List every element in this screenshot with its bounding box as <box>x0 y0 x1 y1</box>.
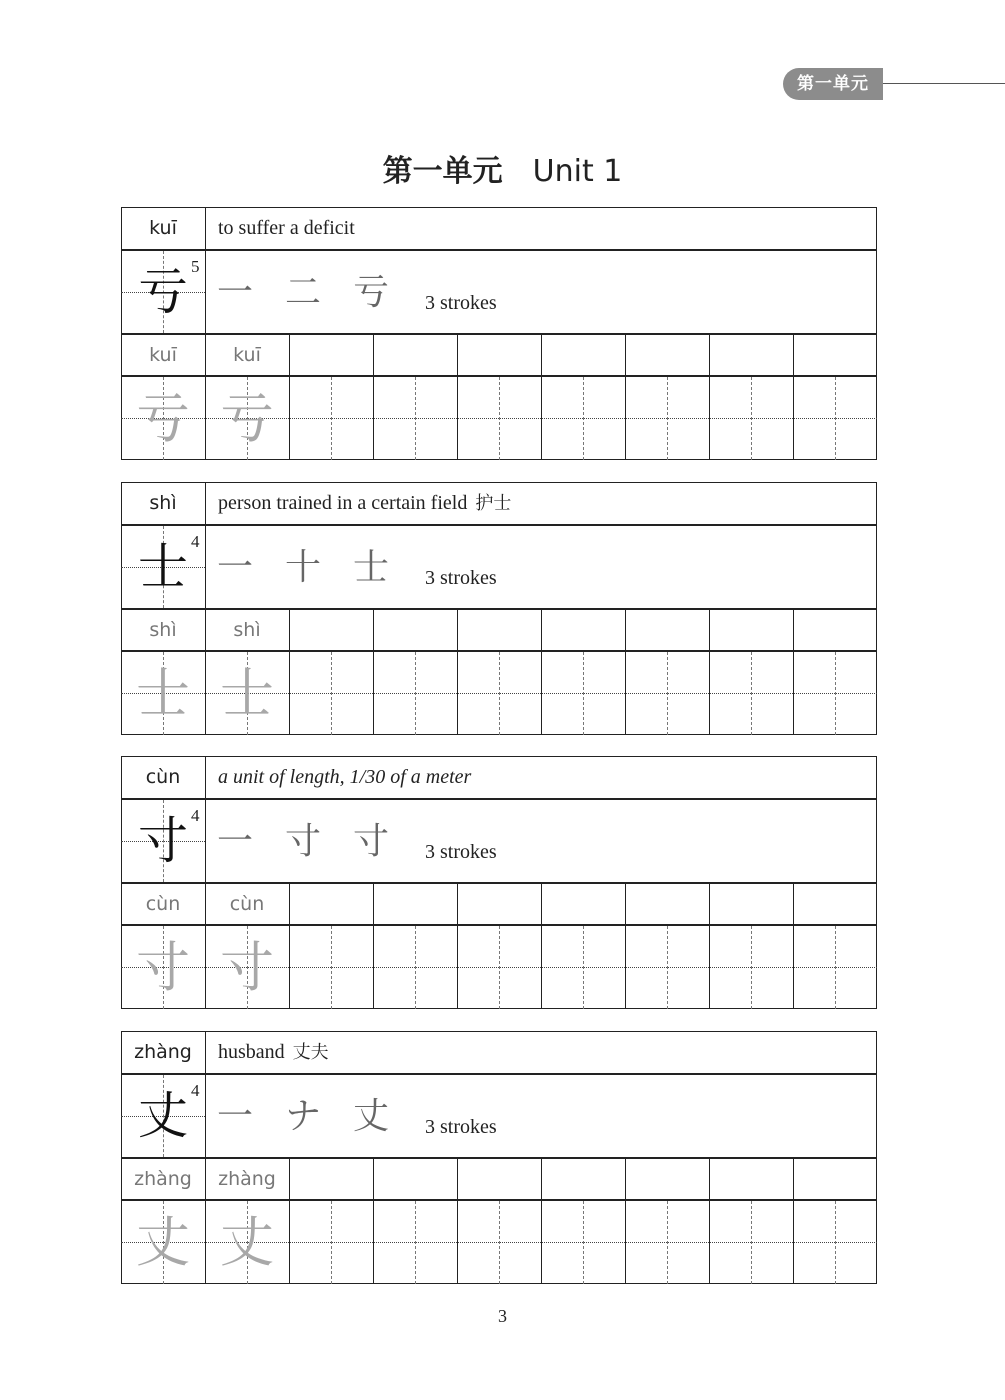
writing-cell[interactable] <box>710 1201 792 1283</box>
character-block <box>121 482 877 735</box>
page-title-zh: 第一单元 <box>382 154 503 189</box>
writing-cell[interactable] <box>542 1201 624 1283</box>
meaning-text <box>218 756 471 798</box>
stroke-step: 士 <box>353 546 390 588</box>
trace-character: 亏 <box>136 387 190 450</box>
pinyin-label: cùn <box>145 766 181 788</box>
radical-stroke-count: 4 <box>191 1081 200 1100</box>
trace-character: 士 <box>220 662 274 725</box>
practice-pinyin: kuī <box>149 344 177 366</box>
writing-cell[interactable] <box>626 377 708 459</box>
column-divider <box>205 482 206 608</box>
radical-stroke-count: 4 <box>191 532 200 551</box>
pinyin-label: shì <box>149 492 177 514</box>
stroke-step: 一 <box>217 1095 254 1137</box>
writing-cell[interactable] <box>458 377 540 459</box>
stroke-order-sequence <box>217 800 497 882</box>
stroke-order-sequence <box>217 1075 497 1157</box>
writing-cell[interactable] <box>290 1201 372 1283</box>
meaning-en: a unit of length, 1/30 of a meter <box>218 766 472 788</box>
trace-character: 丈 <box>136 1211 190 1274</box>
model-character: 士 <box>138 538 188 596</box>
model-character: 寸 <box>138 812 188 870</box>
practice-pinyin: kuī <box>233 344 261 366</box>
meaning-example-zh: 护士 <box>475 493 512 514</box>
stroke-step: 寸 <box>353 820 390 862</box>
character-block <box>121 207 877 460</box>
strokes-label: 3 strokes <box>425 840 497 863</box>
stroke-step: 一 <box>217 820 254 862</box>
writing-cell[interactable] <box>794 652 876 734</box>
writing-cell[interactable] <box>794 926 876 1008</box>
stroke-step: 一 <box>217 546 254 588</box>
page-number: 3 <box>498 1306 507 1326</box>
page-title-en: Unit 1 <box>532 154 623 189</box>
model-character: 丈 <box>138 1087 188 1145</box>
unit-tab-rule <box>883 83 1005 84</box>
writing-cell[interactable] <box>794 377 876 459</box>
meaning-en: husband <box>218 1041 285 1063</box>
writing-cell[interactable] <box>710 377 792 459</box>
character-block <box>121 756 877 1009</box>
trace-character: 丈 <box>220 1211 274 1274</box>
writing-cell[interactable] <box>794 1201 876 1283</box>
radical-stroke-count: 5 <box>191 257 200 276</box>
writing-cell[interactable] <box>626 926 708 1008</box>
writing-cell[interactable] <box>290 377 372 459</box>
writing-cell[interactable] <box>458 926 540 1008</box>
trace-character: 亏 <box>220 387 274 450</box>
model-character: 亏 <box>138 263 188 321</box>
meaning-text <box>218 1031 329 1073</box>
writing-cell[interactable] <box>626 652 708 734</box>
radical-stroke-count: 4 <box>191 806 200 825</box>
writing-cell[interactable] <box>710 926 792 1008</box>
stroke-step: 丈 <box>353 1095 390 1137</box>
strokes-label: 3 strokes <box>425 291 497 314</box>
writing-cell[interactable] <box>374 377 456 459</box>
writing-cell[interactable] <box>374 652 456 734</box>
column-divider <box>205 1031 206 1157</box>
meaning-text <box>218 207 355 249</box>
trace-character: 寸 <box>136 936 190 999</box>
trace-character: 寸 <box>220 936 274 999</box>
meaning-en: to suffer a deficit <box>218 217 355 239</box>
writing-cell[interactable] <box>290 926 372 1008</box>
strokes-label: 3 strokes <box>425 566 497 589</box>
writing-cell[interactable] <box>710 652 792 734</box>
column-divider <box>205 207 206 333</box>
practice-pinyin: zhàng <box>218 1168 276 1190</box>
meaning-en: person trained in a certain field <box>218 492 468 514</box>
stroke-step: ナ <box>285 1095 322 1137</box>
writing-cell[interactable] <box>542 377 624 459</box>
writing-cell[interactable] <box>542 926 624 1008</box>
stroke-order-sequence <box>217 251 497 333</box>
pinyin-label: zhàng <box>134 1041 192 1063</box>
writing-cell[interactable] <box>458 1201 540 1283</box>
writing-cell[interactable] <box>374 926 456 1008</box>
meaning-text <box>218 482 511 524</box>
practice-pinyin: zhàng <box>134 1168 192 1190</box>
page-title <box>0 146 1005 190</box>
practice-pinyin: shì <box>149 619 177 641</box>
strokes-label: 3 strokes <box>425 1115 497 1138</box>
practice-pinyin: shì <box>233 619 261 641</box>
meaning-example-zh: 丈夫 <box>292 1042 329 1063</box>
trace-character: 士 <box>136 662 190 725</box>
writing-cell[interactable] <box>290 652 372 734</box>
pinyin-label: kuī <box>149 217 177 239</box>
writing-cell[interactable] <box>458 652 540 734</box>
stroke-step: 一 <box>217 271 254 313</box>
writing-cell[interactable] <box>626 1201 708 1283</box>
writing-cell[interactable] <box>374 1201 456 1283</box>
practice-pinyin: cùn <box>229 893 265 915</box>
writing-cell[interactable] <box>542 652 624 734</box>
stroke-step: 二 <box>285 271 322 313</box>
unit-tab: 第一单元 <box>783 68 883 100</box>
stroke-step: 十 <box>285 546 322 588</box>
stroke-step: 亏 <box>353 271 390 313</box>
stroke-order-sequence <box>217 526 497 608</box>
column-divider <box>205 756 206 882</box>
practice-pinyin: cùn <box>145 893 181 915</box>
character-block <box>121 1031 877 1284</box>
stroke-step: 寸 <box>285 820 322 862</box>
